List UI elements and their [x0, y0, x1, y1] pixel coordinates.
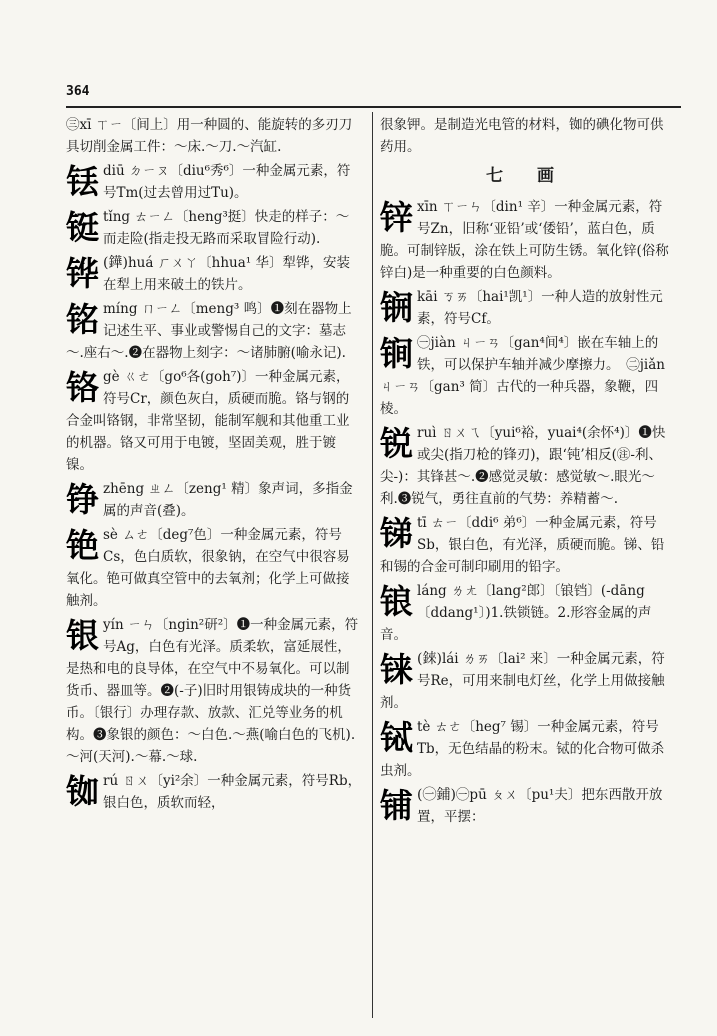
headword: 铤: [66, 208, 99, 247]
headword: 铺: [380, 786, 413, 825]
section-heading: 七 画: [486, 166, 568, 186]
dictionary-entry: [66, 298, 362, 364]
header-rule: [66, 106, 681, 108]
headword: 铥: [66, 162, 99, 201]
dictionary-entry: [380, 286, 674, 330]
headword: 银: [66, 616, 99, 655]
definition-text: míng ㄇㄧㄥ〔meng³ 鸣〕❶刻在器物上记述生平、事业或警惕自己的文字：墓志～.座右～.❷在器物上刻字：～诸肺腑(喻永记).: [66, 301, 352, 361]
definition-text: huá ㄏㄨㄚ〔hhua¹ 华〕犁铧，安装在犁上用来破土的铁片。: [103, 255, 351, 293]
dictionary-entry: [380, 512, 674, 578]
headword: 铭: [66, 300, 99, 339]
variant-form: (錸): [417, 651, 442, 667]
headword: 锒: [380, 582, 413, 621]
headword: 铼: [380, 650, 413, 689]
dictionary-entry: [66, 160, 362, 204]
definition-text: tī ㄊㄧ〔ddi⁶ 弟⁶〕一种金属元素，符号Sb，银白色，有光泽，质硬而脆。锑、铅和锡的合金可制印刷用的铅字。: [380, 515, 665, 575]
dictionary-entry: [380, 784, 674, 828]
definition-text: ㊀jiàn ㄐㄧㄢ〔gan⁴间⁴〕嵌在车轴上的铁，可以保护车轴并减少摩擦力。 ㊁jiǎn ㄐㄧㄢ〔gan³ 简〕古代的一种兵器，象鞭，四棱。: [380, 335, 665, 417]
definition-text: tè ㄊㄜ〔heg⁷ 锡〕一种金属元素，符号Tb，无色结晶的粉末。铽的化合物可做杀虫剂。: [380, 719, 665, 779]
dictionary-entry: [380, 580, 674, 646]
definition-text: lái ㄌㄞ〔lai² 来〕一种金属元素，符号Re，可用来制电灯丝，化学上用做接触剂。: [380, 651, 665, 711]
definition-text: tǐng ㄊㄧㄥ〔heng³挺〕快走的样子：～而走险(指走投无路而采取冒险行动).: [103, 209, 350, 247]
headword: 铯: [66, 526, 99, 565]
headword: 锎: [380, 288, 413, 327]
continuation-text: 很象钾。是制造光电管的材料，铷的碘化物可供药用。: [380, 117, 664, 155]
dictionary-entry: [66, 252, 362, 296]
headword: 铧: [66, 254, 99, 293]
dictionary-entry: [380, 422, 674, 510]
headword: 铽: [380, 718, 413, 757]
headword: 锑: [380, 514, 413, 553]
definition-text: zhēng ㄓㄥ〔zeng¹ 精〕象声词，多指金属的声音(叠)。: [103, 481, 353, 519]
left-column: [66, 114, 362, 1022]
definition-text: diū ㄉㄧㄡ〔diu⁶秀⁶〕一种金属元素，符号Tm(过去曾用过Tu)。: [103, 163, 351, 201]
variant-form: (㊀鋪): [417, 787, 456, 803]
page-number: 364: [66, 84, 90, 99]
definition-text: kāi ㄎㄞ〔hai¹凯¹〕一种人造的放射性元素，符号Cf。: [417, 289, 663, 327]
definition-text: ruì ㄖㄨㄟ〔yui⁶裕，yuai⁴(余怀⁴)〕❶快或尖(指刀枪的锋刃)，跟‘钝’相反(㊟-利、尖-)：其锋甚～.❷感觉灵敏：感觉敏～.眼光～利.❸锐气，勇往直前的气势：养精蓄～.: [380, 425, 666, 507]
right-column: [380, 114, 674, 1022]
dictionary-entry: [66, 478, 362, 522]
dictionary-entry: [66, 206, 362, 250]
definition-text: rú ㄖㄨ〔yi²余〕一种金属元素，符号Rb，银白色，质软而轻，: [103, 773, 362, 811]
variant-form: (鏵): [103, 255, 128, 271]
dictionary-entry: [66, 366, 362, 476]
dictionary-entry: [380, 648, 674, 714]
headword: 锐: [380, 424, 413, 463]
definition-text: yín ㄧㄣ〔ngin²研²〕❶一种金属元素，符号Ag，白色有光泽。质柔软，富延展性，是热和电的良导体，在空气中不易氧化。可以制货币、器皿等。❷(-子)旧时用银铸成块的一种货币。〔银行〕办理存款、放款、汇兑等业务的机构。❸象银的颜色：～白色.～燕(喻白色的飞机).～河(天河).～幕.～球.: [66, 617, 359, 765]
headword: 铮: [66, 480, 99, 519]
dictionary-entry: [380, 332, 674, 420]
definition-text: sè ㄙㄜ〔deg⁷色〕一种金属元素，符号Cs，色白质软，很象钠，在空气中很容易氧化。铯可做真空管中的去氧剂；化学上可做接触剂。: [66, 527, 350, 609]
column-divider: [372, 112, 373, 1018]
continuation-text: ㊂xī ㄒㄧ〔间上〕用一种圆的、能旋转的多刃刀具切削金属工件：～床.～刀.～汽缸.: [66, 117, 353, 155]
headword: 锌: [380, 198, 413, 237]
dictionary-entry: [66, 524, 362, 612]
dictionary-entry: [380, 196, 674, 284]
definition-text: gè ㄍㄜ〔go⁶各(goh⁷)〕一种金属元素，符号Cr，颜色灰白，质硬而脆。铬与钢的合金叫铬钢，非常坚韧，能制军舰和其他重工业的机器。铬又可用于电镀，坚固美观，胜于镀镍。: [66, 369, 350, 473]
definition-text: láng ㄌㄤ〔lang²郎〕〔锒铛〕(-dāng〔ddang¹〕)1.铁锁链。2.形容金属的声音。: [380, 583, 652, 643]
headword: 锏: [380, 334, 413, 373]
dictionary-entry: [66, 614, 362, 768]
dictionary-entry: [380, 716, 674, 782]
headword: 铬: [66, 368, 99, 407]
definition-text: ㊀pū ㄆㄨ〔pu¹夫〕把东西散开放置，平摆：: [417, 787, 663, 825]
headword: 铷: [66, 772, 99, 811]
definition-text: xīn ㄒㄧㄣ〔din¹ 辛〕一种金属元素，符号Zn，旧称‘亚铅’或‘倭铅’，蓝白色，质脆。可制锌版，涂在铁上可防生锈。氧化锌(俗称锌白)是一种重要的白色颜料。: [380, 199, 669, 281]
dictionary-entry: [66, 770, 362, 814]
